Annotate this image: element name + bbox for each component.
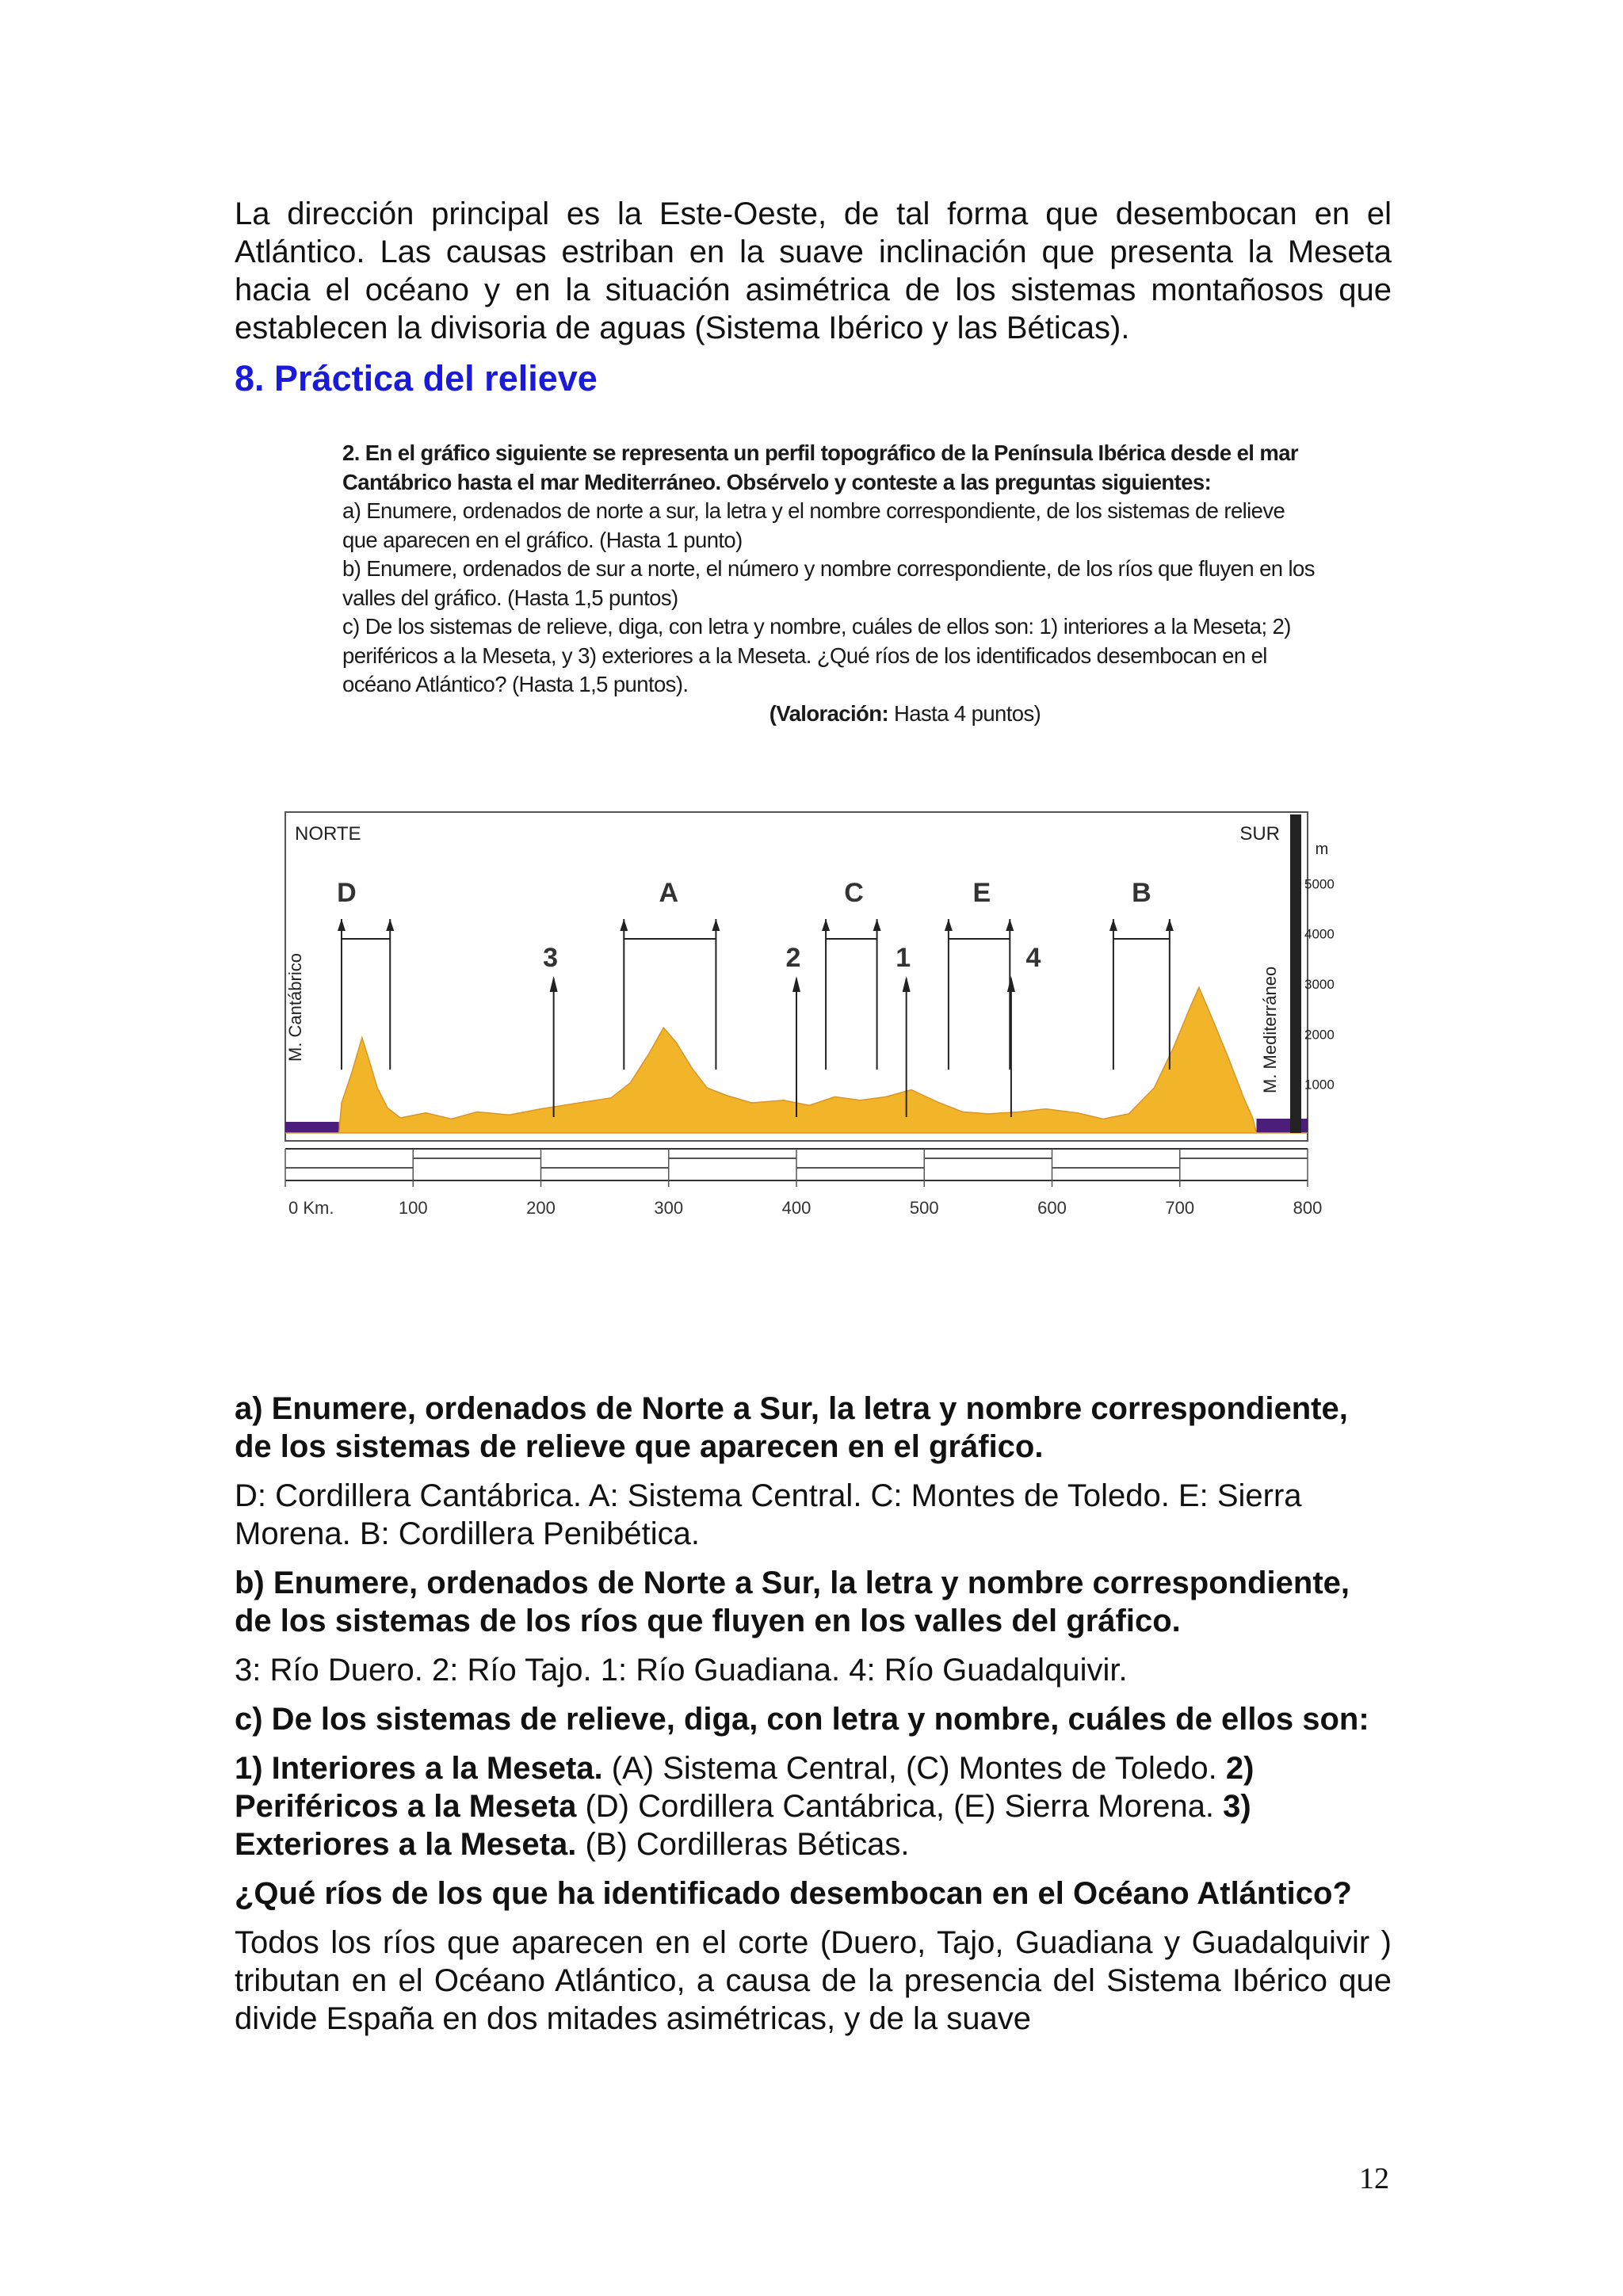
chart-label-norte: NORTE [295, 823, 361, 845]
exercise-item-a: a) Enumere, ordenados de norte a sur, la letra y el nombre correspondiente, de los sistemas de relieve que aparecen en el gráfico. (Hasta 1 punto) [342, 498, 1285, 552]
relief-label-C: C [844, 878, 864, 908]
answer-c2-text: (D) Cordillera Cantábrica, (E) Sierra Morena. [576, 1789, 1224, 1824]
question-c: c) De los sistemas de relieve, diga, con letra y nombre, cuáles de ellos son: [235, 1702, 1369, 1737]
question-b: b) Enumere, ordenados de Norte a Sur, la letra y nombre correspondiente, de los sistemas de los ríos que fluyen en los valles del gráfico. [235, 1566, 1350, 1638]
y-tick-label-1000: 1000 [1304, 1077, 1335, 1093]
answer-c3-label: 3) Exteriores a la Meseta. [235, 1789, 1251, 1862]
chart-label-sur: SUR [1239, 823, 1280, 845]
exercise-statement [342, 439, 1325, 728]
x-tick-label-400: 400 [781, 1198, 812, 1218]
answer-b: 3: Río Duero. 2: Río Tajo. 1: Río Guadiana. 4: Río Guadalquivir. [235, 1653, 1128, 1688]
answer-c3-text: (B) Cordilleras Béticas. [576, 1827, 910, 1862]
x-tick-label-100: 100 [398, 1198, 428, 1218]
x-tick-label-0: 0 Km. [288, 1198, 334, 1218]
exercise-item-b: b) Enumere, ordenados de sur a norte, el número y nombre correspondiente, de los ríos que fluyen en los valles del gráfico. (Hasta 1,5 puntos) [342, 556, 1315, 610]
sea-label-cantabrico: M. Cantábrico [285, 953, 305, 1062]
x-tick-label-800: 800 [1293, 1198, 1323, 1218]
answers-section [235, 1390, 1392, 2049]
intro-paragraph: La dirección principal es la Este-Oeste, de tal forma que desembocan en el Atlántico. Las causas estriban en la suave inclinación que presenta la Meseta hacia el océano y en la situación asimétrica de los sistemas montañosos que establecen la divisoria de aguas (Sistema Ibérico y las Béticas). [235, 196, 1392, 345]
river-label-4: 4 [1025, 943, 1041, 973]
sea-label-mediterraneo: M. Mediterráneo [1260, 966, 1280, 1093]
answer-c2-label: 2) Periféricos a la Meseta [235, 1751, 1254, 1824]
answer-d: Todos los ríos que aparecen en el corte (Duero, Tajo, Guadiana y Guadalquivir ) tributan en el Océano Atlántico, a causa de la presencia del Sistema Ibérico que divide España en dos mitades asimétricas, y de la suave [235, 1925, 1392, 2036]
answer-a: D: Cordillera Cantábrica. A: Sistema Central. C: Montes de Toledo. E: Sierra Morena. B: Cordillera Penibética. [235, 1478, 1302, 1551]
river-label-1: 1 [896, 943, 911, 973]
section-heading: 8. Práctica del relieve [235, 358, 598, 399]
relief-label-E: E [972, 878, 991, 908]
exercise-valuation [342, 700, 1325, 729]
river-label-3: 3 [543, 943, 559, 973]
relief-label-D: D [337, 878, 357, 908]
valuation-value: Hasta 4 puntos) [894, 700, 1041, 726]
y-tick-label-2000: 2000 [1304, 1027, 1335, 1043]
x-tick-label-300: 300 [654, 1198, 684, 1218]
answer-c [235, 1749, 1392, 1863]
x-tick-label-700: 700 [1165, 1198, 1195, 1218]
answer-c1-text: (A) Sistema Central, (C) Montes de Toledo. [602, 1751, 1226, 1786]
y-tick-label-5000: 5000 [1304, 876, 1335, 892]
valuation-label: (Valoración: [769, 700, 888, 726]
question-d: ¿Qué ríos de los que ha identificado desembocan en el Océano Atlántico? [235, 1876, 1352, 1911]
y-tick-label-4000: 4000 [1304, 926, 1335, 942]
answer-c1-label: 1) Interiores a la Meseta. [235, 1751, 603, 1786]
exercise-item-c: c) De los sistemas de relieve, diga, con letra y nombre, cuáles de ellos son: 1) interiores a la Meseta; 2) periféricos a la Meseta, y 3) exteriores a la Meseta. ¿Qué ríos de los identificados desembocan en el océano Atlántico? (Hasta 1,5 puntos). [342, 614, 1291, 696]
y-axis-unit: m [1315, 841, 1329, 858]
x-tick-label-500: 500 [909, 1198, 939, 1218]
x-tick-label-200: 200 [526, 1198, 556, 1218]
relief-label-A: A [659, 878, 679, 908]
x-tick-label-600: 600 [1037, 1198, 1067, 1218]
page-number: 12 [1359, 2162, 1389, 2195]
relief-label-B: B [1132, 878, 1151, 908]
y-tick-label-3000: 3000 [1304, 977, 1335, 992]
altitude-scale-bar [1290, 814, 1301, 1133]
sea-block-cantabrico [285, 1122, 339, 1133]
question-a: a) Enumere, ordenados de Norte a Sur, la letra y nombre correspondiente, de los sistemas de relieve que aparecen en el gráfico. [235, 1391, 1348, 1464]
river-label-2: 2 [785, 943, 801, 973]
topographic-profile-chart [277, 808, 1355, 1236]
exercise-title: 2. En el gráfico siguiente se representa un perfil topográfico de la Península Ibérica desde el mar Cantábrico hasta el mar Mediterráneo. Obsérvelo y conteste a las preguntas siguientes: [342, 441, 1298, 494]
